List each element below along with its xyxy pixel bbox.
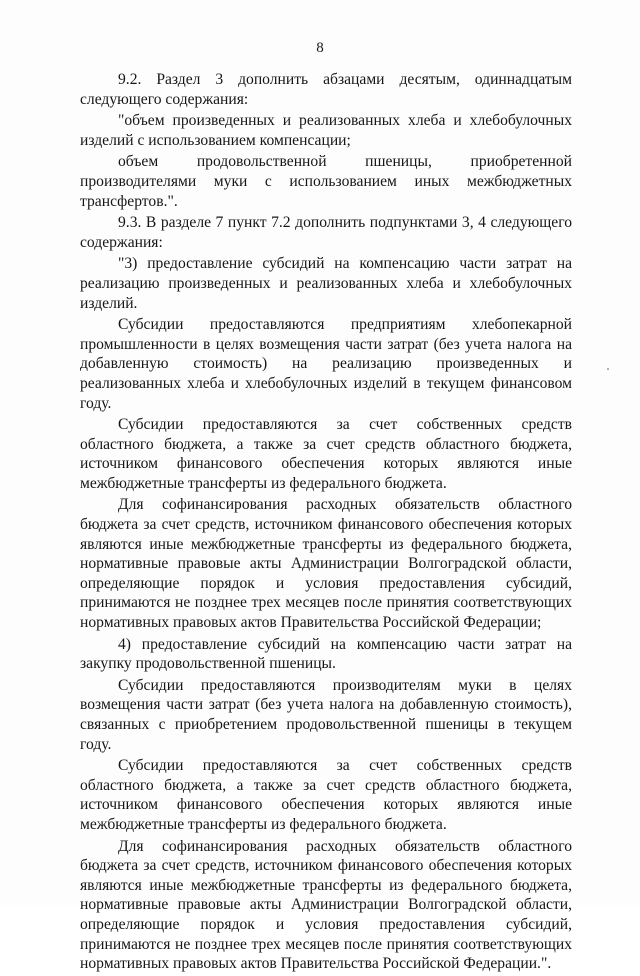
scan-speck (607, 368, 609, 370)
paragraph-subsidies-bakery: Субсидии предоставляются предприятиям хлебопекарной промышленности в целях возмещения части затрат (без учета налога на добавленную стоимость) на реализацию произведенных и реализованных хлеба и хлебобулочных изделий в текущем финансовом году. (80, 316, 572, 412)
paragraph-9-2: 9.2. Раздел 3 дополнить абзацами десятым, одиннадцатым следующего содержания: (80, 71, 572, 108)
document-body (80, 70, 572, 976)
paragraph-subsidies-sources-2: Субсидии предоставляются за счет собственных средств областного бюджета, а также за счет средств областного бюджета, источником финансового обеспечения которых являются иные межбюджетные трансферты из федерального бюджета. (80, 757, 572, 833)
paragraph-subitem-3: "3) предоставление субсидий на компенсацию части затрат на реализацию произведенных и реализованных хлеба и хлебобулочных изделий. (80, 255, 572, 312)
page-number: 8 (316, 40, 324, 56)
paragraph-wheat-volume: объем продовольственной пшеницы, приобретенной производителями муки с использованием иных межбюджетных трансфертов.". (80, 153, 572, 210)
paragraph-subitem-4: 4) предоставление субсидий на компенсацию части затрат на закупку продовольственной пшеницы. (80, 635, 572, 673)
paragraph-quote-bread-volume: "объем произведенных и реализованных хлеба и хлебобулочных изделий с использованием компенсации; (80, 112, 572, 149)
paragraph-subsidies-sources-1: Субсидии предоставляются за счет собственных средств областного бюджета, а также за счет средств областного бюджета, источником финансового обеспечения которых являются иные межбюджетные трансферты из федерального бюджета. (80, 416, 572, 492)
paragraph-cofinancing-1: Для софинансирования расходных обязательств областного бюджета за счет средств, источником финансового обеспечения которых являются иные межбюджетные трансферты из федерального бюджета, нормативные правовые акты Администрации Волгоградской области, определяющие порядок и условия предоставления субсидий, принимаются не позднее трех месяцев после принятия соответствующих нормативных правовых актов Правительства Российской Федерации; (80, 496, 572, 632)
paragraph-subsidies-millers: Субсидии предоставляются производителям муки в целях возмещения части затрат (без учета налога на добавленную стоимость), связанных с приобретением продовольственной пшеницы в текущем году. (80, 676, 572, 753)
paragraph-9-3: 9.3. В разделе 7 пункт 7.2 дополнить подпунктами 3, 4 следующего содержания: (80, 214, 572, 251)
paragraph-cofinancing-2: Для софинансирования расходных обязательств областного бюджета за счет средств, источником финансового обеспечения которых являются иные межбюджетные трансферты из федерального бюджета, нормативные правовые акты Администрации Волгоградской области, определяющие порядок и условия предоставления субсидий, принимаются не позднее трех месяцев после принятия соответствующих нормативных правовых актов Правительства Российской Федерации.". (80, 837, 572, 973)
